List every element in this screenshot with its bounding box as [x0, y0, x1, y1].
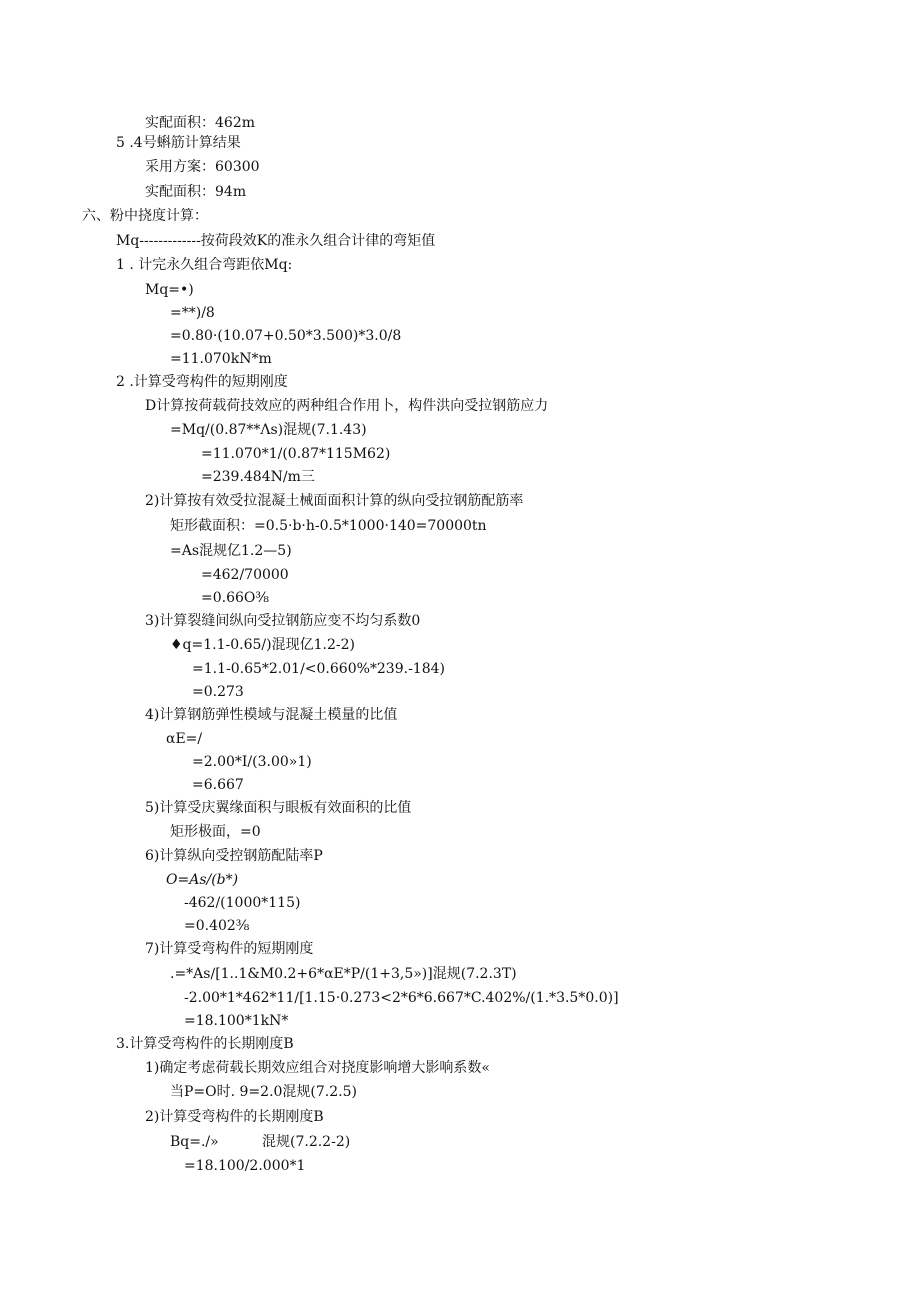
formula-line: 当P=O时. 9=2.0混规(7.2.5) [170, 1084, 357, 1100]
formula-result: =0.66O⅜ [201, 590, 269, 606]
step-heading: 2 .计算受弯构件的短期刚度 [116, 374, 288, 390]
step-heading: 1 . 计完永久组合弯距依Mq: [116, 257, 293, 273]
formula-result: =11.070kN*m [170, 351, 272, 367]
formula-line: αE=/ [166, 731, 203, 747]
formula-line: Mq=•) [145, 282, 194, 298]
text-line: 实配面积：94m [145, 184, 247, 200]
chapter-heading: 六、粉中挠度计算： [82, 208, 208, 224]
substep-heading: D计算按荷载荷技效应的两种组合作用卜，构件洪向受拉钢筋应力 [145, 398, 549, 414]
text-line: 采用方案：60300 [145, 159, 260, 175]
formula-line: 矩形截面积：=0.5·b·h-0.5*1000·140=70000tn [170, 518, 487, 534]
formula-line: =2.00*I/(3.00»1) [192, 754, 312, 770]
substep-heading: 4)计算钢筋弹性模域与混凝土模量的比值 [145, 707, 398, 723]
formula-line: =1.1-0.65*2.01∕<0.660%*239.-184) [192, 661, 445, 677]
formula-line: =**)/8 [170, 305, 215, 321]
formula-line: =As混规亿1.2—5) [170, 543, 292, 559]
formula-line: =11.070*1/(0.87*115M62) [201, 446, 391, 462]
code-reference: 混规(7.2.2-2) [262, 1134, 351, 1150]
substep-heading: 3)计算裂缝间纵向受拉钢筋应变不均匀系数0 [145, 613, 421, 629]
substep-heading: 2)计算受弯构件的长期刚度B [145, 1109, 324, 1125]
formula-line: -462/(1000*115) [184, 895, 301, 911]
substep-heading: 7)计算受弯构件的短期刚度 [145, 941, 314, 957]
substep-heading: 2)计算按有效受拉混凝土械面面积计算的纵向受拉钢筋配筋率 [145, 493, 524, 509]
formula-line: ♦q=1.1-0.65/)混现亿1.2-2) [170, 637, 355, 653]
substep-heading: 6)计算纵向受控钢筋配陆率P [145, 848, 323, 864]
formula-line: Bq=./» [170, 1134, 219, 1150]
formula-result: =0.402⅜ [184, 918, 250, 934]
formula-result: =6.667 [192, 777, 244, 793]
formula-result: =239.484N∕m三 [201, 469, 315, 485]
formula-line: =462/70000 [201, 567, 289, 583]
text-line: 实配面积：462m [145, 115, 255, 131]
substep-heading: 5)计算受庆翼缘面积与眼板有效面积的比值 [145, 800, 412, 816]
formula-line: 矩形极面，=0 [170, 824, 261, 840]
formula-result: =18.100*1kN* [184, 1013, 289, 1029]
definition-line: Mq-------------按荷段效K的准永久组合计律的弯矩值 [116, 233, 436, 249]
formula-line: -2.00*1*462*11∕[1.15·0.273<2*6*6.667*C.402%∕(1.*3.5*0.0)] [184, 990, 619, 1006]
section-heading: 5 .4号蝌筋计算结果 [116, 135, 241, 151]
formula-result: =0.273 [192, 684, 244, 700]
formula-line: O=As/(b*) [166, 872, 239, 888]
step-heading: 3.计算受弯构件的长期刚度B [116, 1036, 294, 1052]
substep-heading: 1)确定考虑荷载长期效应组合对挠度影响增大影响系数« [145, 1060, 490, 1076]
formula-line: .=*As∕[1..1&M0.2+6*αE*P/(1+3,5»)]混规(7.2.3T) [170, 966, 517, 982]
formula-line: =Mq/(0.87**Λs)混规(7.1.43) [170, 422, 367, 438]
formula-line: =0.80·(10.07+0.50*3.500)*3.0/8 [170, 328, 402, 344]
formula-line: =18.100/2.000*1 [184, 1158, 306, 1174]
